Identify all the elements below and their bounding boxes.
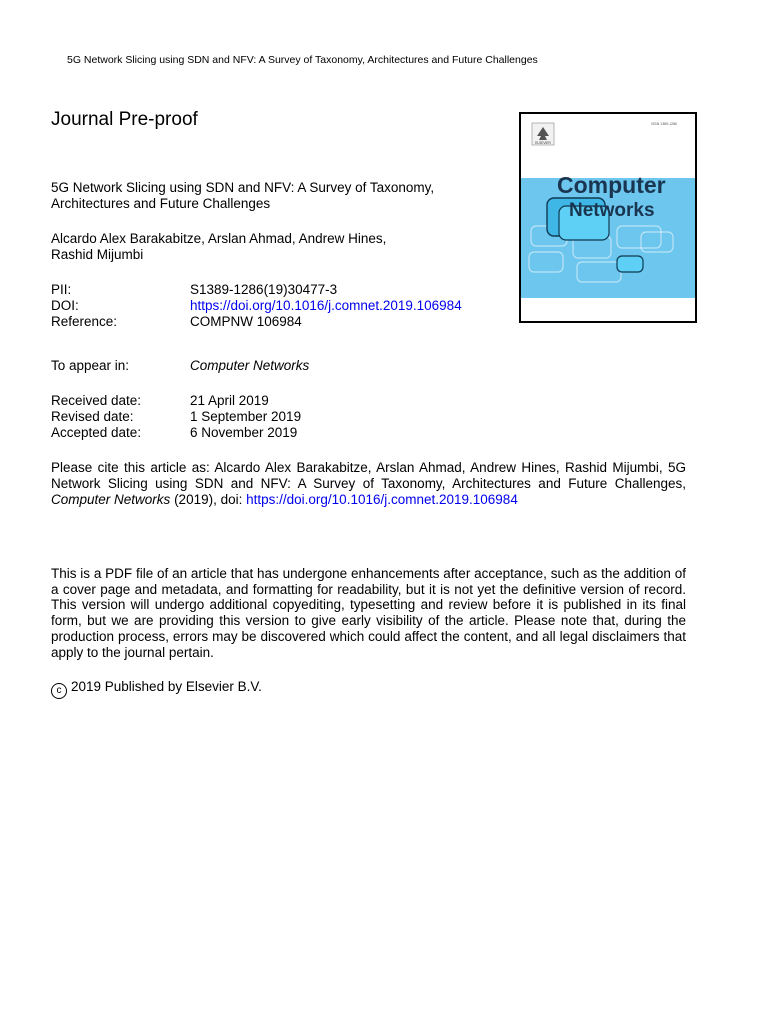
citation-doi-link[interactable]: https://doi.org/10.1016/j.comnet.2019.106984	[246, 491, 518, 507]
citation-paragraph	[51, 460, 686, 507]
title-line-2: Architectures and Future Challenges	[51, 196, 271, 211]
copyright-line	[51, 679, 262, 699]
reference-value: COMPNW 106984	[190, 314, 302, 329]
doi-link[interactable]: https://doi.org/10.1016/j.comnet.2019.106984	[190, 298, 462, 313]
citation-journal: Computer Networks	[51, 491, 171, 507]
cover-publisher: ELSEVIER	[535, 141, 551, 145]
authors-line-2: Rashid Mijumbi	[51, 247, 144, 262]
pii-row	[51, 282, 337, 298]
citation-year: (2019), doi:	[174, 491, 243, 507]
reference-row	[51, 314, 302, 330]
cover-artwork	[521, 114, 695, 321]
accepted-row	[51, 425, 297, 441]
appear-row	[51, 358, 309, 374]
reference-label: Reference:	[51, 314, 118, 329]
copyright-text: 2019 Published by Elsevier B.V.	[71, 679, 262, 694]
appear-label: To appear in:	[51, 358, 130, 373]
pii-value: S1389-1286(19)30477-3	[190, 282, 338, 297]
cover-title-line-1: Computer	[557, 172, 666, 198]
title-line-1: 5G Network Slicing using SDN and NFV: A Survey of Taxonomy,	[51, 180, 435, 195]
appear-value: Computer Networks	[190, 358, 310, 373]
revised-value: 1 September 2019	[190, 409, 302, 424]
accepted-value: 6 November 2019	[190, 425, 298, 440]
copyright-icon: c	[51, 683, 67, 699]
cover-issn: ISSN 1389-1286	[651, 122, 677, 126]
article-title	[51, 180, 481, 212]
cover-title-line-2: Networks	[569, 200, 655, 221]
doi-label: DOI:	[51, 298, 79, 313]
authors	[51, 231, 431, 263]
citation-text: Please cite this article as: Alcardo Alex Barakabitze, Arslan Ahmad, Andrew Hines, Rashid Mijumbi, 5G Network Slicing using SDN and NFV: A Survey of Taxonomy, Architectures and Future Challenges,	[51, 460, 686, 491]
received-row	[51, 393, 269, 409]
revised-label: Revised date:	[51, 409, 134, 424]
journal-cover-image	[519, 112, 697, 323]
authors-line-1: Alcardo Alex Barakabitze, Arslan Ahmad, Andrew Hines,	[51, 231, 387, 246]
doi-row	[51, 298, 462, 314]
running-head: 5G Network Slicing using SDN and NFV: A Survey of Taxonomy, Architectures and Future Challenges	[67, 54, 538, 66]
received-value: 21 April 2019	[190, 393, 269, 408]
revised-row	[51, 409, 301, 425]
pii-label: PII:	[51, 282, 72, 297]
journal-pre-proof-label: Journal Pre-proof	[51, 109, 198, 130]
pre-proof-notice: This is a PDF file of an article that has undergone enhancements after acceptance, such as the addition of a cover page and metadata, and formatting for readability, but it is not yet the definitive version of record. This version will undergo additional copyediting, typesetting and review before it is published in its final form, but we are providing this version to give early visibility of the article. Please note that, during the production process, errors may be discovered which could affect the content, and all legal disclaimers that apply to the journal pertain.	[51, 566, 686, 660]
received-label: Received date:	[51, 393, 142, 408]
accepted-label: Accepted date:	[51, 425, 142, 440]
